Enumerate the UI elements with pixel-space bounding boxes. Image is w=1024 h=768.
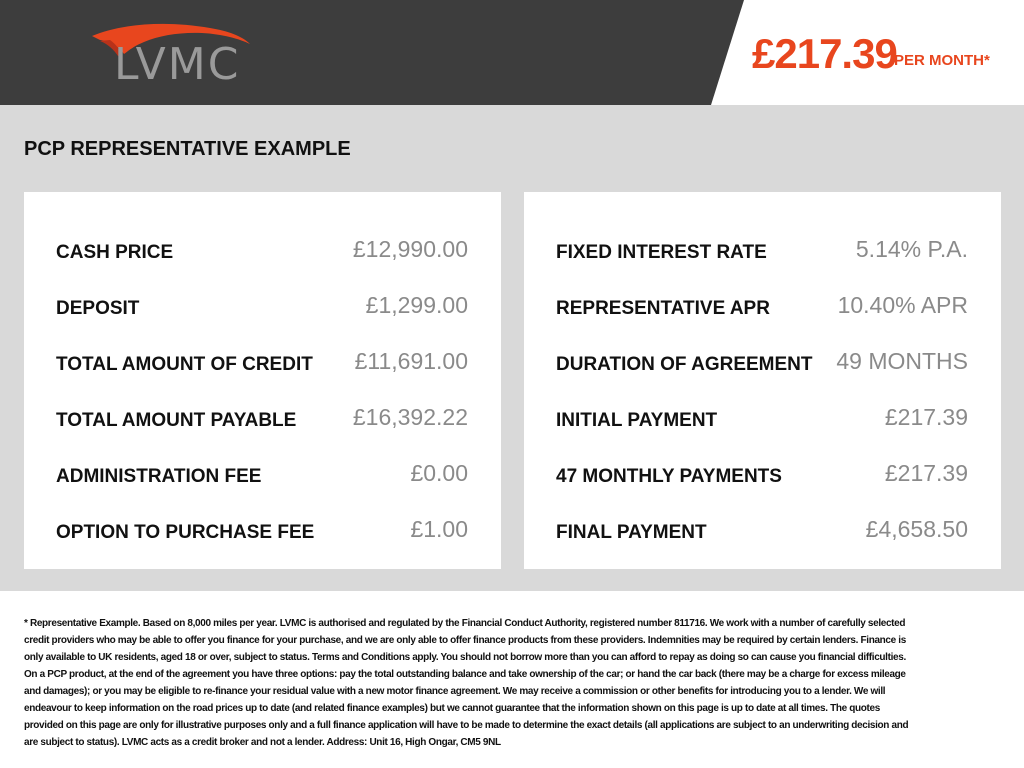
row-value: £4,658.50 [865,516,968,542]
row-apr [556,281,968,321]
row-label: OPTION TO PURCHASE FEE [56,522,315,543]
row-value: £0.00 [410,460,468,486]
monthly-price: £217.39 [752,30,897,77]
row-label: TOTAL AMOUNT OF CREDIT [56,354,313,375]
row-final-payment [556,505,968,545]
row-label: REPRESENTATIVE APR [556,298,770,319]
row-label: 47 MONTHLY PAYMENTS [556,466,782,487]
row-label: INITIAL PAYMENT [556,410,718,431]
row-label: TOTAL AMOUNT PAYABLE [56,410,297,431]
row-value: £12,990.00 [352,236,468,262]
left-finance-panel [24,192,501,569]
row-label: CASH PRICE [56,242,174,263]
per-month-label: PER MONTH* [894,52,990,69]
row-cash-price [56,225,468,265]
row-value: £217.39 [884,404,968,430]
disclaimer-text: * Representative Example. Based on 8,000 miles per year. LVMC is authorised and regulated by the Financial Conduct Authority, registered number 811716. We work with a number of carefully selected credit providers who may be able to offer you finance for your purchase, and we are only able to offer finance products from these providers. Indemnities may be required by certain lenders. Finance is only available to UK residents, aged 18 or over, subject to status. Terms and Conditions apply. You should not borrow more than you can afford to repay as doing so can cause you financial difficulties. On a PCP product, at the end of the agreement you have three options: pay the total outstanding balance and take ownership of the car; or hand the car back (there may be a charge for excess mileage and damages); or you may be eligible to re-finance your residual value with a new motor finance agreement. We may receive a commission or other benefits for introducing you to a lender. We will endeavour to keep information on the road prices up to date (and related finance examples) but we cannot guarantee that the information shown on this page is up to date at all times. The quotes provided on this page are only for illustrative purposes only and a full finance application will have to be made to determine the exact details (all applications are subject to an underwriting decision and are subject to status). LVMC acts as a credit broker and not a lender. Address: Unit 16, High Ongar, CM5 9NL [24,618,909,748]
row-fixed-rate [556,225,968,265]
row-deposit [56,281,468,321]
row-monthly-payments [556,449,968,489]
row-value: 5.14% P.A. [855,236,968,262]
row-total-credit [56,337,468,377]
row-label: FINAL PAYMENT [556,522,707,543]
row-admin-fee [56,449,468,489]
row-value: £1.00 [410,516,468,542]
logo-text: LVMC [114,39,241,90]
row-total-payable [56,393,468,433]
row-option-fee [56,505,468,545]
row-value: £1,299.00 [365,292,468,318]
row-label: DEPOSIT [56,298,140,319]
row-value: £11,691.00 [354,348,468,374]
row-initial-payment [556,393,968,433]
row-label: ADMINISTRATION FEE [56,466,262,487]
row-value: 10.40% APR [837,292,968,318]
row-value: £217.39 [884,460,968,486]
row-label: DURATION OF AGREEMENT [556,354,813,375]
header [0,0,1024,105]
row-label: FIXED INTEREST RATE [556,242,767,263]
right-finance-panel [524,192,1001,569]
row-value: £16,392.22 [352,404,468,430]
row-duration [556,337,968,377]
section-title: PCP REPRESENTATIVE EXAMPLE [24,138,351,160]
row-value: 49 MONTHS [836,348,968,374]
